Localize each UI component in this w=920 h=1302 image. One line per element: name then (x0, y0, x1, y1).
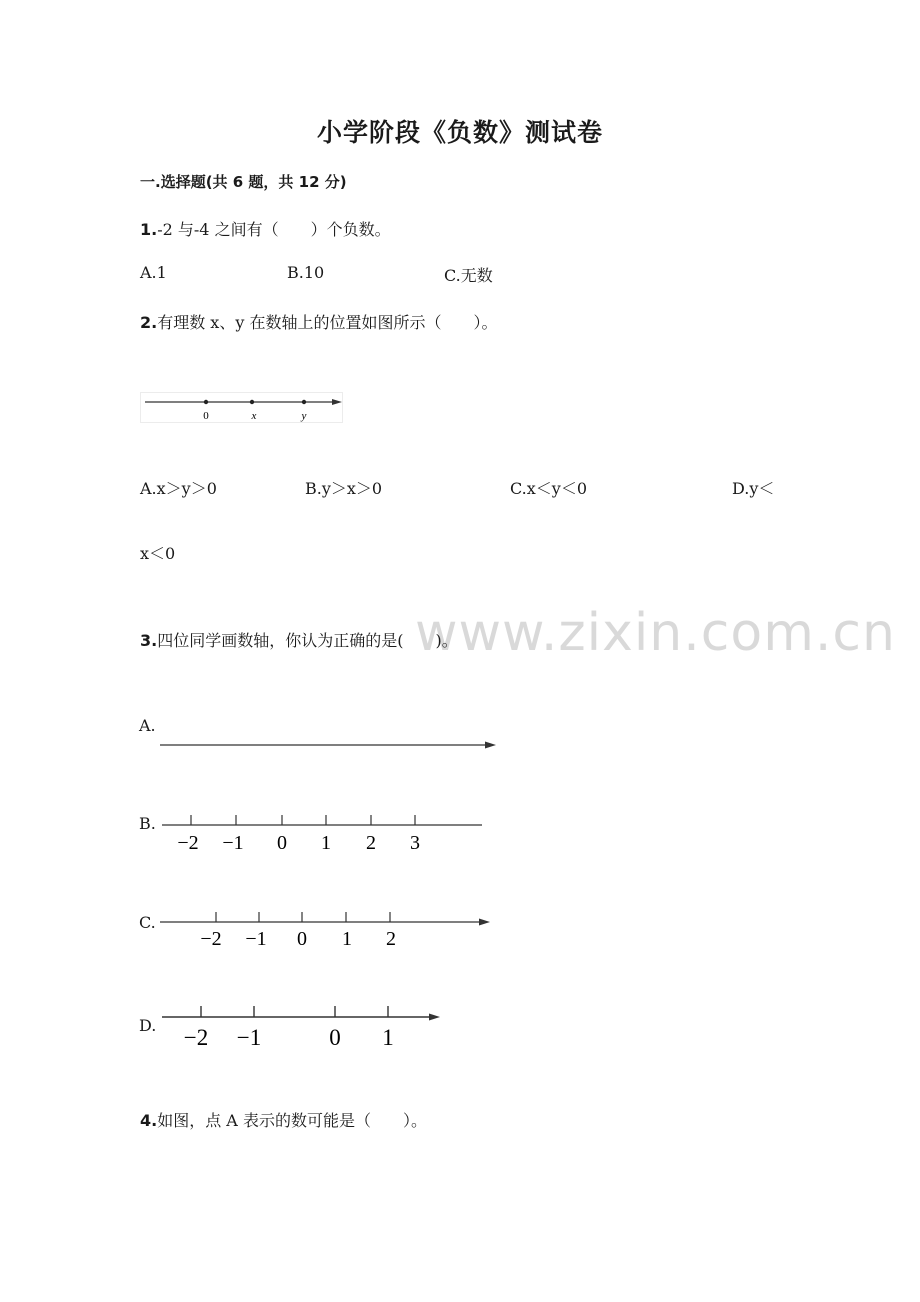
tick-label: −2 (177, 832, 199, 854)
axis-arrow (479, 919, 490, 926)
q2-number-line-figure (140, 392, 345, 424)
point-zero (204, 400, 208, 404)
q2-option-d-continued: x＜0 (140, 544, 176, 563)
label-x: x (251, 410, 257, 422)
question-4 (140, 1108, 427, 1131)
point-x (250, 400, 254, 404)
tick-label: 2 (386, 928, 396, 950)
q3-option-b[interactable]: B. (139, 814, 156, 833)
axis-arrow (429, 1014, 440, 1021)
q3-axis-a (158, 738, 498, 752)
question-number: 3. (140, 631, 158, 650)
question-text: -2 与-4 之间有（ ）个负数。 (157, 220, 391, 239)
label-y: y (301, 410, 307, 422)
tick-label: −2 (183, 1025, 209, 1050)
tick-label: −2 (200, 928, 222, 950)
q3-axis-b (160, 812, 490, 854)
tick-label: 1 (382, 1025, 394, 1050)
q2-option-d[interactable]: D.y＜ (732, 479, 775, 498)
question-number: 1. (140, 220, 158, 239)
question-text: 如图，点 A 表示的数可能是（ ）。 (157, 1111, 427, 1130)
question-number: 2. (140, 313, 158, 332)
axis-arrow (485, 742, 496, 749)
q3-option-a[interactable]: A. (139, 716, 156, 735)
q3-option-d[interactable]: D. (139, 1016, 157, 1035)
tick-label: 2 (366, 832, 376, 854)
q3-axis-d (160, 1004, 445, 1052)
tick-label: −1 (245, 928, 267, 950)
watermark: www.zixin.com.cn (415, 603, 896, 663)
question-2 (140, 310, 497, 333)
figure-border (141, 393, 343, 423)
tick-label: 1 (342, 928, 352, 950)
q1-option-a[interactable]: A.1 (140, 263, 167, 282)
point-y (302, 400, 306, 404)
question-text: 有理数 x、y 在数轴上的位置如图所示（ ）。 (157, 313, 498, 332)
tick-label: 3 (410, 832, 420, 854)
q2-option-a[interactable]: A.x＞y＞0 (140, 479, 217, 498)
q3-option-c[interactable]: C. (139, 913, 156, 932)
question-text: 四位同学画数轴，你认为正确的是( )。 (157, 631, 458, 650)
q2-option-b[interactable]: B.y＞x＞0 (305, 479, 383, 498)
q3-axis-c (158, 910, 493, 952)
q2-option-c[interactable]: C.x＜y＜0 (510, 479, 588, 498)
tick-label: 0 (329, 1025, 341, 1050)
axis-arrow (332, 399, 342, 405)
q1-option-b[interactable]: B.10 (287, 263, 325, 282)
tick-label: −1 (236, 1025, 262, 1050)
tick-label: 1 (321, 832, 331, 854)
tick-label: −1 (222, 832, 244, 854)
section-heading: 一.选择题(共 6 题，共 12 分) (140, 173, 347, 191)
question-number: 4. (140, 1111, 158, 1130)
question-3 (140, 628, 458, 651)
label-zero: 0 (203, 410, 209, 422)
tick-label: 0 (277, 832, 287, 854)
tick-label: 0 (297, 928, 307, 950)
q1-option-c[interactable]: C.无数 (444, 266, 493, 285)
page-title: 小学阶段《负数》测试卷 (316, 118, 603, 147)
question-1 (140, 217, 391, 240)
